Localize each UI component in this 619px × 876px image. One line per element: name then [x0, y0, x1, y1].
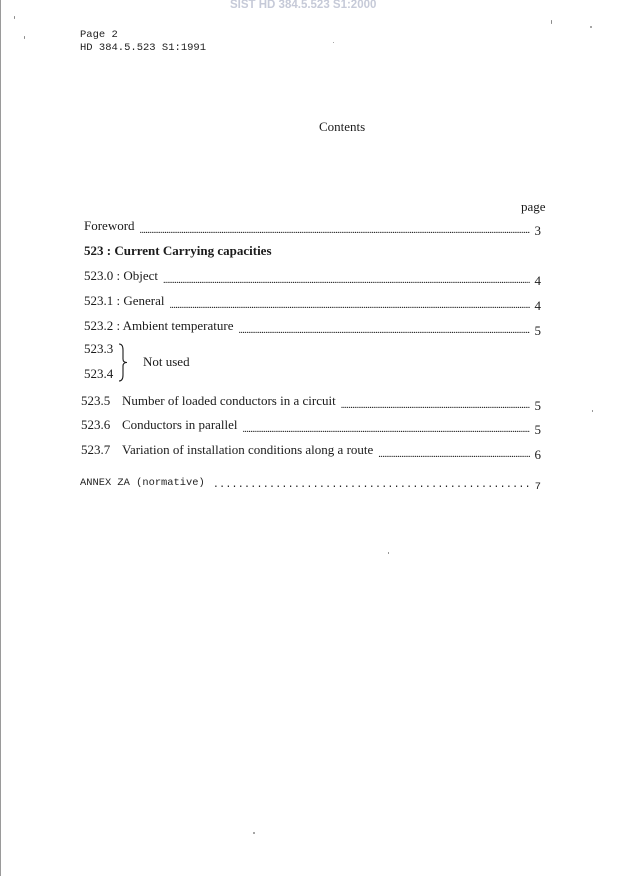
toc-entry-label: Conductors in parallel: [122, 417, 238, 432]
scan-left-edge: [0, 0, 1, 876]
dot-leader: [213, 478, 533, 492]
scan-speck: [24, 36, 25, 39]
toc-entry-page: 6: [534, 447, 541, 462]
page-column-label: page: [521, 199, 546, 214]
toc-entry: [84, 293, 541, 311]
scan-speck: [333, 42, 334, 43]
section-heading: 523 : Current Carrying capacities: [84, 243, 272, 258]
toc-entry-label: Variation of installation conditions along a route: [122, 442, 374, 457]
document-id: HD 384.5.523 S1:1991: [80, 42, 207, 54]
unused-section-number: 523.4: [84, 366, 114, 381]
toc-entry: [81, 442, 541, 460]
scan-speck: [14, 16, 15, 19]
toc-entry-label: 523.0 : Object: [84, 268, 159, 283]
scan-speck: [590, 26, 592, 28]
toc-entry-label: Foreword: [84, 218, 135, 233]
toc-entry: [84, 268, 541, 286]
scan-speck: [551, 20, 552, 24]
toc-entry-label: ANNEX ZA (normative): [80, 477, 205, 489]
dot-leader: [170, 298, 530, 314]
toc-entry-page: 5: [534, 323, 541, 338]
toc-entry: [84, 318, 541, 336]
document-watermark: SIST HD 384.5.523 S1:2000: [230, 0, 377, 11]
unused-section-number: 523.3: [84, 341, 114, 356]
right-brace-icon: [117, 343, 129, 382]
scan-speck: [253, 832, 255, 834]
dot-leader: [238, 323, 530, 339]
dot-leader: [163, 273, 530, 289]
toc-entry: [81, 417, 541, 435]
toc-entry-page: 4: [534, 298, 541, 313]
dot-leader: [140, 223, 530, 239]
toc-entry-page: 3: [534, 223, 541, 238]
scan-speck: [592, 410, 593, 412]
toc-entry: [81, 393, 541, 411]
dot-leader: [341, 398, 530, 414]
toc-entry-label: 523.2 : Ambient temperature: [84, 318, 234, 333]
dot-leader: [243, 422, 530, 438]
toc-entry-label: 523.1 : General: [84, 293, 165, 308]
toc-entry-annex: [80, 476, 541, 493]
unused-note: Not used: [143, 354, 190, 369]
toc-entry-page: 4: [534, 273, 541, 288]
toc-entry-page: 5: [534, 398, 541, 413]
toc-entry-page: 5: [534, 422, 541, 437]
dot-leader: [378, 447, 530, 463]
scan-speck: [388, 552, 389, 554]
toc-entry-page: 7: [534, 481, 541, 493]
toc-entry-number: 523.6: [81, 417, 111, 432]
toc-entry-label: Number of loaded conductors in a circuit: [122, 393, 336, 408]
toc-entry-number: 523.7: [81, 442, 111, 457]
page-label: Page 2: [80, 29, 118, 41]
toc-entry-number: 523.5: [81, 393, 111, 408]
toc-entry-foreword: [84, 218, 541, 236]
page-title: Contents: [319, 119, 366, 134]
